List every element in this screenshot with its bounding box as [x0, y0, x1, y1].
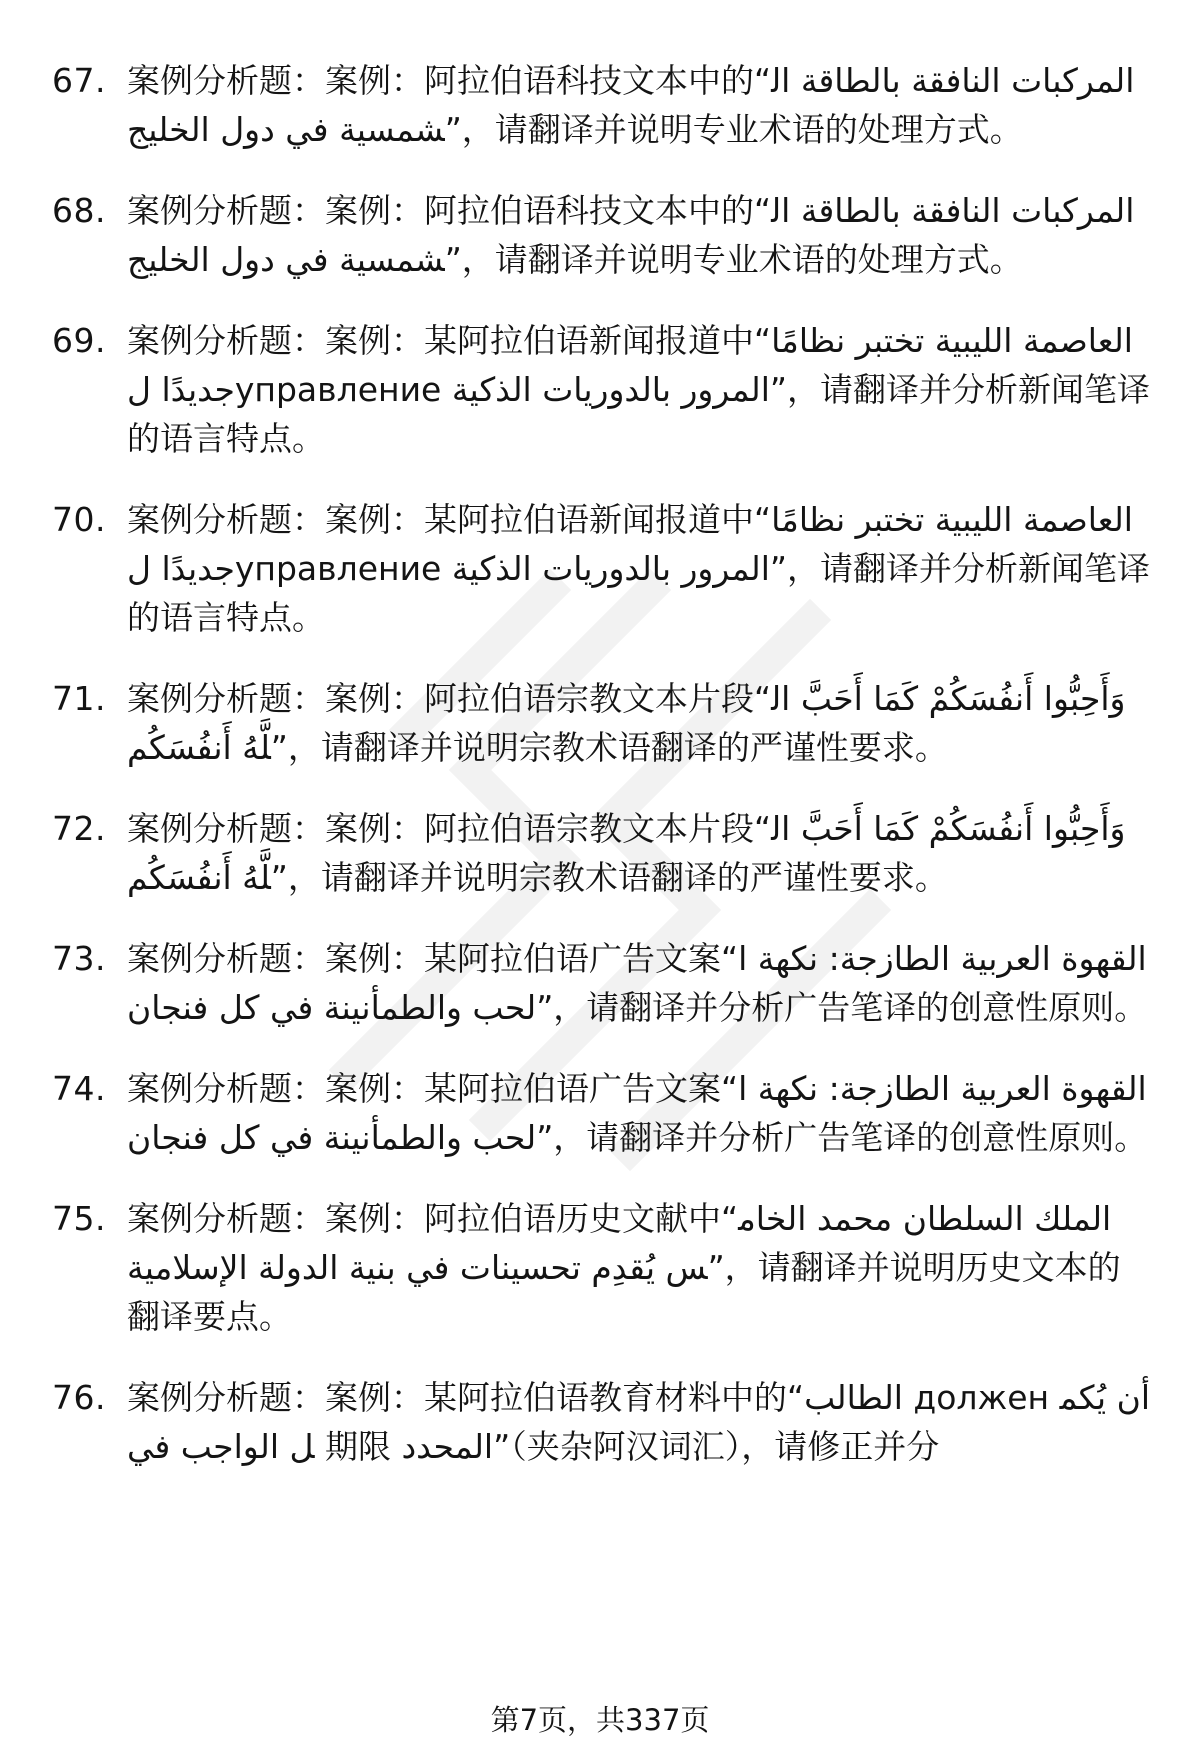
question-item — [0, 495, 1200, 642]
question-number: 72. — [52, 809, 106, 848]
question-number: 74. — [52, 1069, 106, 1108]
question-item — [0, 804, 1200, 902]
question-number: 68. — [52, 191, 106, 230]
question-item — [0, 934, 1200, 1032]
question-item — [0, 56, 1200, 154]
question-text: 案例分析题：案例：某阿拉伯语新闻报道中“العاصمة الليبية تختبر نظامًا جديدًا لуправление المرور بالدوريات الذكية”，请翻译并分析新闻笔译的语言特点。 — [127, 500, 1150, 637]
question-item — [0, 1194, 1200, 1341]
question-number: 73. — [52, 939, 106, 978]
question-item — [0, 186, 1200, 284]
question-text: 案例分析题：案例：某阿拉伯语广告文案“القهوة العربية الطازجة: نكهة الحب والطمأنينة في كل فنجان”，请翻译并分析广告笔译的创意性原则。 — [127, 1069, 1148, 1157]
question-text: 案例分析题：案例：阿拉伯语宗教文本片段“وَأَحِبُّوا أَنفُسَكُمْ كَمَا أَحَبَّ اللَّهُ أَنفُسَكُم”，请翻译并说明宗教术语翻译的严谨性要求。 — [127, 679, 1126, 767]
question-number: 76. — [52, 1378, 106, 1417]
question-text: 案例分析题：案例：阿拉伯语科技文本中的“المركبات النافقة بالطاقة الشمسية في دول الخليج”，请翻译并说明专业术语的处理方式。 — [127, 191, 1135, 279]
question-item — [0, 1373, 1200, 1471]
question-text: 案例分析题：案例：某阿拉伯语教育材料中的“الطالب должен أن يُكمل الواجب في 期限 المحدد”（夹杂阿汉词汇），请修正并分 — [127, 1378, 1150, 1466]
question-list — [0, 56, 1200, 1503]
question-number: 69. — [52, 321, 106, 360]
question-text: 案例分析题：案例：阿拉伯语科技文本中的“المركبات النافقة بالطاقة الشمسية في دول الخليج”，请翻译并说明专业术语的处理方式。 — [127, 61, 1135, 149]
question-text: 案例分析题：案例：阿拉伯语历史文献中“الملك السلطان محمد الخامس يُقدِم تحسينات في بنية الدولة الإسلامية”，请翻译并说明历史文本的翻译要点。 — [127, 1199, 1121, 1336]
question-text: 案例分析题：案例：某阿拉伯语新闻报道中“العاصمة الليبية تختبر نظامًا جديدًا لуправление المرور بالدوريات الذكية”，请翻译并分析新闻笔译的语言特点。 — [127, 321, 1150, 458]
question-item — [0, 674, 1200, 772]
question-number: 67. — [52, 61, 106, 100]
question-item — [0, 1064, 1200, 1162]
question-number: 70. — [52, 500, 106, 539]
question-item — [0, 316, 1200, 463]
question-text: 案例分析题：案例：阿拉伯语宗教文本片段“وَأَحِبُّوا أَنفُسَكُمْ كَمَا أَحَبَّ اللَّهُ أَنفُسَكُم”，请翻译并说明宗教术语翻译的严谨性要求。 — [127, 809, 1126, 897]
question-number: 75. — [52, 1199, 106, 1238]
question-text: 案例分析题：案例：某阿拉伯语广告文案“القهوة العربية الطازجة: نكهة الحب والطمأنينة في كل فنجان”，请翻译并分析广告笔译的创意性原则。 — [127, 939, 1148, 1027]
question-number: 71. — [52, 679, 106, 718]
page-footer: 第7页，共337页 — [490, 1703, 710, 1737]
